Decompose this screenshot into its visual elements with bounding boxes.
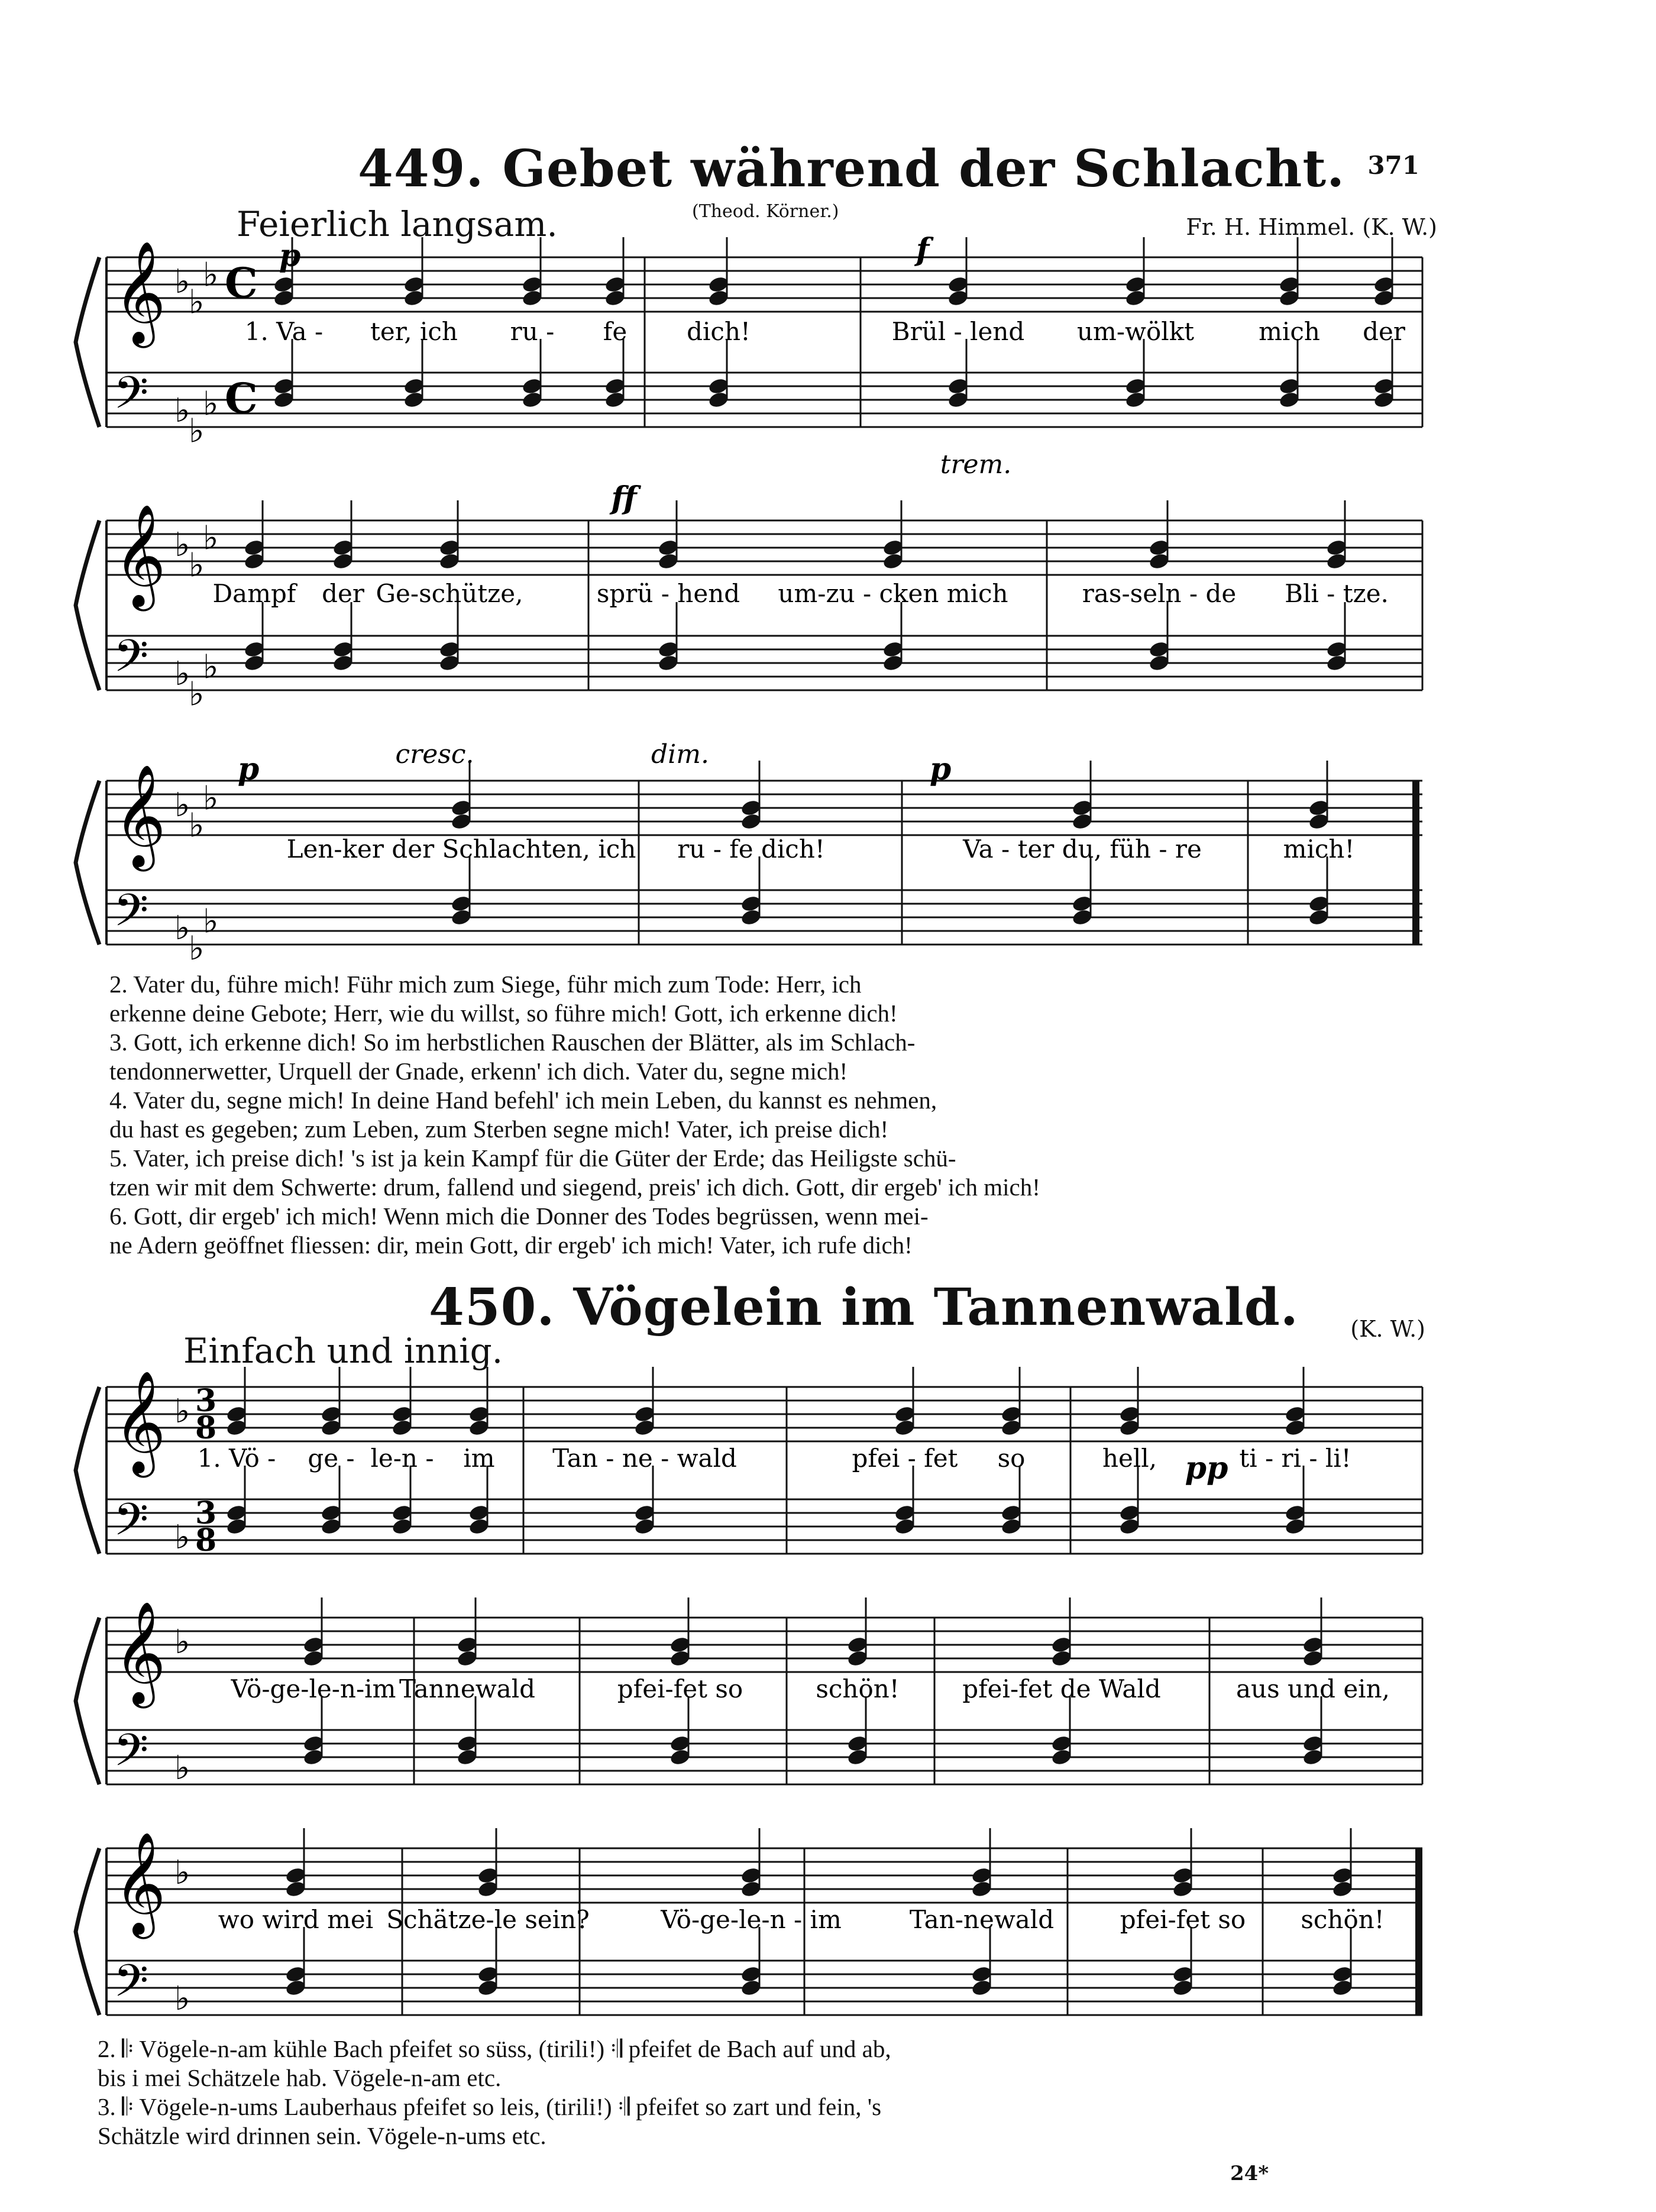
system-brace: [76, 257, 99, 427]
treble-chord: [669, 1597, 691, 1668]
treble-chord: [633, 1367, 656, 1437]
treble-chord: [1071, 761, 1094, 831]
bass-chord: [332, 602, 354, 672]
treble-clef-icon: 𝄞: [114, 1832, 166, 1935]
treble-chord: [947, 237, 969, 308]
lyric-syllable: Vö-ge-le-n-im: [231, 1674, 396, 1703]
verse-line: 2. Vater du, führe mich! Führ mich zum Siege, führ mich zum Tode: Herr, ich: [109, 971, 862, 998]
bass-clef-icon: 𝄢: [114, 1724, 149, 1787]
lyric-syllable: um-wölkt: [1076, 317, 1195, 346]
song-449-title: 449. Gebet während der Schlacht.: [358, 139, 1346, 199]
flat-icon: ♭: [203, 779, 219, 818]
dynamic-mark: p: [237, 751, 260, 787]
lyric-syllable: ge -: [308, 1444, 355, 1473]
flat-icon: ♭: [189, 675, 205, 714]
bass-chord: [273, 339, 295, 409]
page-number: 371: [1367, 151, 1419, 180]
bass-chord: [1118, 1466, 1141, 1536]
bass-chord: [477, 1927, 499, 1997]
treble-staff: [106, 257, 1422, 312]
flat-icon: ♭: [203, 519, 219, 558]
treble-chord: [403, 237, 425, 308]
treble-chord: [1278, 237, 1301, 308]
lyric-syllable: schön!: [1301, 1905, 1385, 1934]
treble-chord: [1000, 1367, 1023, 1437]
treble-chord: [1118, 1367, 1141, 1437]
bass-chord: [1308, 856, 1330, 927]
bass-chord: [894, 1466, 916, 1536]
bass-chord: [450, 856, 473, 927]
bass-chord: [302, 1696, 325, 1767]
dynamic-mark: pp: [1185, 1450, 1228, 1486]
song-450-title: 450. Vögelein im Tannenwald.: [429, 1278, 1299, 1337]
treble-chord: [1373, 237, 1395, 308]
bass-clef-icon: 𝄢: [114, 1955, 149, 2018]
verse-line: bis i mei Schätzele hab. Vögele-n-am etc.: [98, 2064, 502, 2091]
treble-staff: [106, 520, 1422, 575]
bass-staff: [106, 373, 1422, 427]
bass-chord: [1050, 1696, 1073, 1767]
lyric-syllable: mich!: [1283, 835, 1355, 864]
treble-chord: [1325, 500, 1348, 571]
time-signature: C: [225, 374, 258, 423]
treble-chord: [846, 1597, 869, 1668]
bass-chord: [882, 602, 904, 672]
bass-chord: [456, 1696, 478, 1767]
bass-chord: [740, 1927, 762, 1997]
lyric-syllable: Dampf: [212, 579, 296, 608]
flat-icon: ♭: [174, 1623, 190, 1661]
lyric-syllable: 1. Vö -: [197, 1444, 276, 1473]
bass-chord: [1000, 1466, 1023, 1536]
lyric-syllable: ras-seln - de: [1082, 579, 1237, 608]
time-signature: 8: [195, 1522, 217, 1558]
lyric-syllable: schön!: [816, 1674, 900, 1703]
flat-icon: ♭: [174, 1749, 190, 1787]
treble-staff: [106, 1618, 1422, 1672]
verse-line: 3. 𝄆 Vögele-n-ums Lauberhaus pfeifet so leis, (tirili!) 𝄇 pfeifet so zart und fein, 's: [98, 2093, 882, 2120]
bass-chord: [403, 339, 425, 409]
verse-line: erkenne deine Gebote; Herr, wie du willst, so führe mich! Gott, ich erkenne dich!: [109, 1000, 898, 1027]
flat-icon: ♭: [174, 1980, 190, 2018]
lyric-syllable: le-n -: [370, 1444, 434, 1473]
lyric-syllable: Ge-schütze,: [376, 579, 523, 608]
verse-line: 2. 𝄆 Vögele-n-am kühle Bach pfeifet so süss, (tirili!) 𝄇 pfeifet de Bach auf und ab,: [98, 2035, 891, 2062]
treble-staff: [106, 1387, 1422, 1441]
bass-chord: [846, 1696, 869, 1767]
lyric-syllable: dich!: [687, 317, 751, 346]
treble-chord: [740, 1828, 762, 1899]
bass-chord: [320, 1466, 342, 1536]
bass-clef-icon: 𝄢: [114, 1493, 149, 1557]
bass-chord: [391, 1466, 413, 1536]
time-signature: 8: [195, 1410, 217, 1446]
treble-chord: [438, 500, 461, 571]
flat-icon: ♭: [174, 1392, 190, 1431]
bass-chord: [1373, 339, 1395, 409]
treble-chord: [1050, 1597, 1073, 1668]
treble-clef-icon: 𝄞: [114, 764, 166, 867]
bass-staff: [106, 1730, 1422, 1784]
lyric-syllable: Vö-ge-le-n - im: [661, 1905, 842, 1934]
song-449-tempo: Feierlich langsam.: [237, 204, 558, 244]
bass-chord: [284, 1927, 307, 1997]
treble-staff: [106, 781, 1422, 835]
lyric-syllable: aus und ein,: [1235, 1674, 1390, 1703]
lyric-syllable: der: [1363, 317, 1405, 346]
bass-chord: [1124, 339, 1147, 409]
treble-chord: [740, 761, 762, 831]
lyric-syllable: ru - fe dich!: [677, 835, 825, 864]
lyric-syllable: Bli - tze.: [1285, 579, 1389, 608]
final-barline: [1412, 781, 1419, 945]
treble-chord: [1284, 1367, 1306, 1437]
treble-chord: [243, 500, 266, 571]
flat-icon: ♭: [203, 648, 219, 687]
treble-chord: [1172, 1828, 1194, 1899]
bass-chord: [707, 339, 730, 409]
bass-staff: [106, 1499, 1422, 1554]
bass-chord: [669, 1696, 691, 1767]
bass-chord: [1331, 1927, 1354, 1997]
bass-chord: [243, 602, 266, 672]
flat-icon: ♭: [189, 283, 205, 322]
treble-chord: [302, 1597, 325, 1668]
treble-chord: [521, 237, 544, 308]
expression-mark: trem.: [940, 449, 1012, 480]
lyric-syllable: Len-ker der Schlachten, ich: [286, 835, 636, 864]
lyric-syllable: pfei-fet so: [1120, 1905, 1246, 1934]
bass-chord: [1284, 1466, 1306, 1536]
verse-line: ne Adern geöffnet fliessen: dir, mein Gott, dir ergeb' ich mich! Vater, ich rufe dich!: [109, 1231, 913, 1259]
song-450-verses: [98, 2035, 1428, 2150]
treble-clef-icon: 𝄞: [114, 1601, 166, 1704]
song-449-system-1: [0, 210, 1656, 510]
lyric-syllable: pfei-fet de Wald: [962, 1674, 1161, 1703]
lyric-syllable: Schätze-le sein?: [386, 1905, 590, 1934]
expression-mark: dim.: [651, 739, 709, 769]
verse-line: du hast es gegeben; zum Leben, zum Sterben segne mich! Vater, ich preise dich!: [109, 1115, 889, 1143]
lyric-syllable: Tannewald: [399, 1674, 536, 1703]
song-449-composer: Fr. H. Himmel. (K. W.): [1186, 214, 1437, 240]
page-footer-mark: 24*: [1230, 2162, 1269, 2185]
treble-chord: [320, 1367, 342, 1437]
song-449-lyricist: (Theod. Körner.): [692, 201, 839, 222]
verse-line: 3. Gott, ich erkenne dich! So im herbstlichen Rauschen der Blätter, als im Schlach-: [109, 1029, 916, 1056]
bass-chord: [1278, 339, 1301, 409]
verse-line: 4. Vater du, segne mich! In deine Hand befehl' ich mein Leben, du kannst es nehmen,: [109, 1086, 937, 1114]
song-449-verses: [109, 970, 1422, 1260]
verse-line: tendonnerwetter, Urquell der Gnade, erkenn' ich dich. Vater du, segne mich!: [109, 1058, 848, 1085]
treble-chord: [468, 1367, 490, 1437]
system-brace: [76, 520, 99, 690]
flat-icon: ♭: [174, 1854, 190, 1892]
verse-line: Schätzle wird drinnen sein. Vögele-n-ums etc.: [98, 2122, 546, 2149]
lyric-syllable: im: [463, 1444, 495, 1473]
lyric-syllable: Tan-newald: [909, 1905, 1055, 1934]
verse-line: tzen wir mit dem Schwerte: drum, fallend und siegend, preis' ich dich. Gott, dir ergeb' ich mich!: [109, 1173, 1040, 1201]
bass-clef-icon: 𝄢: [114, 367, 149, 430]
bass-chord: [740, 856, 762, 927]
treble-chord: [1331, 1828, 1354, 1899]
flat-icon: ♭: [189, 806, 205, 845]
bass-staff: [106, 890, 1422, 945]
dynamic-mark: f: [916, 232, 930, 268]
flat-icon: ♭: [174, 909, 190, 947]
flat-icon: ♭: [174, 1518, 190, 1557]
flat-icon: ♭: [189, 929, 205, 968]
lyric-syllable: hell,: [1102, 1444, 1157, 1473]
treble-chord: [332, 500, 354, 571]
bass-chord: [971, 1927, 993, 1997]
flat-icon: ♭: [203, 256, 219, 295]
time-signature: 3: [195, 1383, 217, 1419]
treble-clef-icon: 𝄞: [114, 241, 166, 344]
treble-chord: [971, 1828, 993, 1899]
treble-chord: [657, 500, 680, 571]
dynamic-mark: p: [929, 751, 952, 787]
dynamic-mark: ff: [611, 480, 637, 516]
bass-chord: [1071, 856, 1094, 927]
treble-chord: [1302, 1597, 1324, 1668]
treble-chord: [477, 1828, 499, 1899]
treble-chord: [882, 500, 904, 571]
bass-chord: [225, 1466, 248, 1536]
treble-chord: [1308, 761, 1330, 831]
time-signature: 3: [195, 1495, 217, 1531]
flat-icon: ♭: [174, 655, 190, 693]
lyric-syllable: 1. Va -: [244, 317, 324, 346]
flat-icon: ♭: [174, 392, 190, 430]
lyric-syllable: Brül - lend: [891, 317, 1025, 346]
lyric-syllable: sprü - hend: [596, 579, 740, 608]
bass-chord: [438, 602, 461, 672]
dynamic-mark: p: [279, 238, 301, 274]
flat-icon: ♭: [203, 384, 219, 423]
bass-chord: [1172, 1927, 1194, 1997]
treble-chord: [707, 237, 730, 308]
lyric-syllable: ter, ich: [370, 317, 458, 346]
bass-staff: [106, 636, 1422, 690]
time-signature: C: [225, 258, 258, 308]
treble-chord: [1124, 237, 1147, 308]
flat-icon: ♭: [203, 902, 219, 941]
flat-icon: ♭: [174, 526, 190, 564]
song-449-system-2: [0, 473, 1656, 773]
bass-chord: [633, 1466, 656, 1536]
bass-chord: [657, 602, 680, 672]
lyric-syllable: so: [997, 1444, 1026, 1473]
verse-line: 6. Gott, dir ergeb' ich mich! Wenn mich die Donner des Todes begrüssen, wenn mei-: [109, 1202, 929, 1230]
verse-line: 5. Vater, ich preise dich! 's ist ja kein Kampf für die Güter der Erde; das Heiligste schü-: [109, 1144, 956, 1172]
system-brace: [76, 1848, 99, 2015]
lyric-syllable: wo wird mei: [218, 1905, 374, 1934]
bass-chord: [521, 339, 544, 409]
bass-chord: [1325, 602, 1348, 672]
treble-chord: [284, 1828, 307, 1899]
bass-chord: [604, 339, 626, 409]
lyric-syllable: Va - ter du, füh - re: [963, 835, 1202, 864]
lyric-syllable: pfei - fet: [852, 1444, 958, 1473]
final-barline: [1415, 1848, 1422, 2015]
lyric-syllable: fe: [603, 317, 628, 346]
flat-icon: ♭: [189, 546, 205, 585]
song-450-composer: (K. W.): [1350, 1316, 1425, 1342]
treble-chord: [894, 1367, 916, 1437]
lyric-syllable: der: [322, 579, 364, 608]
treble-clef-icon: 𝄞: [114, 1370, 166, 1473]
lyric-syllable: um-zu - cken mich: [778, 579, 1008, 608]
lyric-syllable: ti - ri - li!: [1239, 1444, 1351, 1473]
bass-clef-icon: 𝄢: [114, 884, 149, 947]
system-brace: [76, 781, 99, 945]
system-brace: [76, 1387, 99, 1554]
flat-icon: ♭: [174, 263, 190, 301]
lyric-syllable: pfei-fet so: [617, 1674, 743, 1703]
bass-chord: [468, 1466, 490, 1536]
treble-chord: [604, 237, 626, 308]
bass-chord: [1148, 602, 1170, 672]
lyric-syllable: mich: [1259, 317, 1320, 346]
lyric-syllable: Tan - ne - wald: [552, 1444, 737, 1473]
treble-chord: [225, 1367, 248, 1437]
song-450-tempo: Einfach und innig.: [183, 1331, 503, 1371]
bass-chord: [1302, 1696, 1324, 1767]
flat-icon: ♭: [174, 786, 190, 824]
treble-chord: [450, 761, 473, 831]
system-brace: [76, 1618, 99, 1784]
lyric-syllable: ru -: [510, 317, 555, 346]
bass-clef-icon: 𝄢: [114, 630, 149, 693]
expression-mark: cresc.: [395, 739, 474, 769]
bass-chord: [947, 339, 969, 409]
treble-chord: [1148, 500, 1170, 571]
treble-clef-icon: 𝄞: [114, 504, 166, 607]
treble-chord: [391, 1367, 413, 1437]
flat-icon: ♭: [189, 412, 205, 451]
treble-chord: [456, 1597, 478, 1668]
